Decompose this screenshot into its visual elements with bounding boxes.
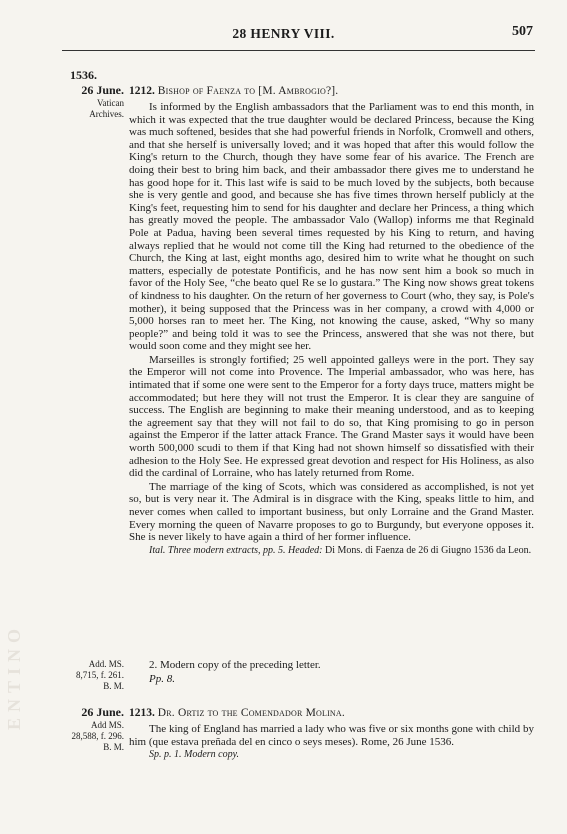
page-number: 507 <box>512 24 533 39</box>
entry-title: Bishop of Faenza to [M. Ambrogio?]. <box>157 85 339 97</box>
paragraph: Marseilles is strongly fortified; 25 well appointed galleys were in the port. They say the Emperor will not come into Provence. The Imperial ambassador, who was here, has intimated that if some one were sent to the Emperor for a forty days truce, matters might be accommodated; but here they will not trust the Emperor. It is clear they are sanguine of success. The English are beginning to make their meaning understood, and as to keeping the agreement say that they will not fail to do so, that King promising to go in person against the Emperor if the latter attack France. The Grand Master says it would have been worth 500,000 scudi to them if that King had not shown himself so dissatisfied with their adhesion to the Holy See. He expressed great devotion and respect for His Holiness, as also did the cardinal of Lorraine, who has lately returned from Rome. <box>129 353 534 480</box>
source-line: Add MS. <box>90 720 124 730</box>
note-italic: Ital. Three modern extracts, pp. 5. Headed: <box>149 544 323 556</box>
source-note <box>129 545 534 557</box>
entry-1212-heading <box>129 84 338 99</box>
entry-date: 26 June. <box>81 83 124 97</box>
source-line: Archives. <box>89 109 124 119</box>
source-note: Sp. p. 1. Modern copy. <box>149 749 239 761</box>
entry-number: 1212. <box>129 85 155 97</box>
source-line: Vatican <box>97 98 124 108</box>
note-text: Di Mons. di Faenza de 26 di Giugno 1536 da Leon. <box>324 544 532 556</box>
running-header: 28 HENRY VIII. <box>232 26 335 41</box>
entry-1213-heading <box>129 706 345 721</box>
source-line: Add. MS. <box>88 659 124 669</box>
entry-title: Dr. Ortiz to the Comendador Molina. <box>157 707 345 719</box>
copy-note <box>129 659 534 685</box>
paragraph: The king of England has married a lady who was five or six months gone with child by him (que estava preñada del en cinco o seys meses). Rome, 26 June 1536. <box>129 723 534 748</box>
copy-line: 2. Modern copy of the preceding letter. <box>149 659 321 671</box>
source-line: 8,715, f. 261. <box>76 670 124 680</box>
entry-date: 26 June. <box>81 705 124 719</box>
year: 1536. <box>70 68 97 82</box>
source-line: 28,588, f. 296. <box>71 731 124 741</box>
header-rule <box>62 50 535 51</box>
source-line: B. M. <box>103 742 124 752</box>
copy-pages: Pp. 8. <box>149 672 175 685</box>
paragraph: The marriage of the king of Scots, which was considered as accomplished, is not yet so, but is very near it. The Admiral is in disgrace with the King, speaks little to him, and never comes when called to important business, but only Lorraine and the Grand Master. Every morning the queen of Navarre proposes to go to Burgundy, but everyone opposes it. She is never likely to have again a third of her former influence. <box>129 480 534 544</box>
add-ms-margin <box>46 659 124 692</box>
watermark-stamp: ENTINO <box>4 622 24 730</box>
source-line: B. M. <box>103 681 124 691</box>
entry-1213-body <box>129 723 534 761</box>
entry-1213-margin <box>46 705 124 753</box>
paragraph: Is informed by the English ambassadors that the Parliament was to end this month, in which it was expected that the true daughter would be declared Princess, because the King was much softened, besides that she had powerful friends in Norfolk, Cromwell and others, and that she herself is universally loved; and it was hoped that after this would follow the King's return to the Church, though they have some fear of his avarice. The French are doing their best to bring him back, and their ambassador there gives me to understand he has good hope for it. This last wife is said to be much loved by the subjects, both because she is very gentle and good, and because she has five times thrown herself publicly at the King's feet, requesting him to send for his daughter and declare her Princess, a thing which has greatly moved the people. The ambassador Valo (Wallop) informs me that Reginald Pole at Padua, having been several times requested by his King to return, and having always replied that he would not come till the King had returned to the obedience of the Church, the King at last, eight months ago, desired him to write what he thought on such matters, especially de potestate Pontificis, and he has now sent him a book so much in favor of the Holy See, “che beato quel Re se lo gustara.” The King now shows great tokens of kindness to his daughter. On the return of her governess to Court (who, they say, is Pole's mother), it being supposed that the Princess was in her company, a crowd with 4,000 or 5,000 horses ran to meet her. The King, not knowing the cause, asked, “Why so many people?” and being told it was to see the Princess, answered that she was not there, but would soon come and they might see her. <box>129 101 534 353</box>
entry-1212-body <box>129 101 534 557</box>
entry-number: 1213. <box>129 707 155 719</box>
entry-1212-margin <box>46 83 124 120</box>
